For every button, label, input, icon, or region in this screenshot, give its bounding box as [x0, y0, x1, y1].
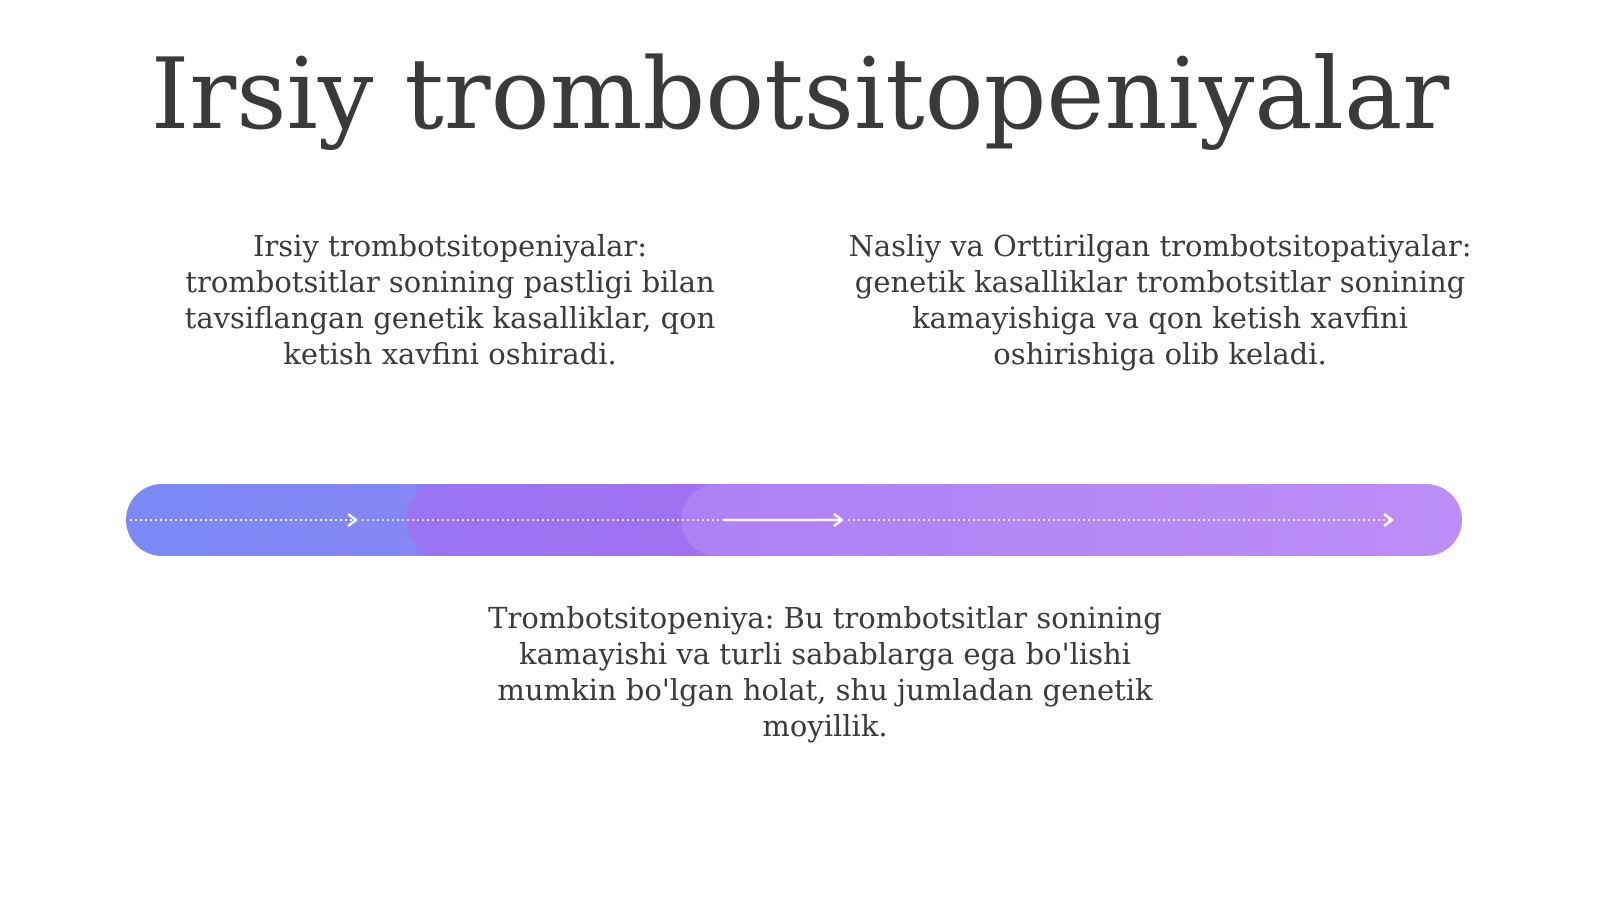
text-block-right: Nasliy va Orttirilgan trombotsitopatiyalar: genetik kasalliklar trombotsitlar sonining kamayishiga va qon ketish xavfini oshirishiga olib keladi.: [848, 229, 1472, 371]
timeline-arrows: [126, 484, 1462, 556]
timeline-bar: [126, 484, 1462, 556]
slide-title: Irsiy trombotsitopeniyalar: [150, 38, 1450, 152]
text-block-bottom: Trombotsitopeniya: Bu trombotsitlar sonining kamayishi va turli sabablarga ega bo'lishi mumkin bo'lgan holat, shu jumladan genetik moyillik.: [488, 601, 1162, 743]
text-block-left: Irsiy trombotsitopeniyalar: trombotsitlar sonining pastligi bilan tavsiflangan genetik kasalliklar, qon ketish xavfini oshiradi.: [184, 229, 716, 371]
